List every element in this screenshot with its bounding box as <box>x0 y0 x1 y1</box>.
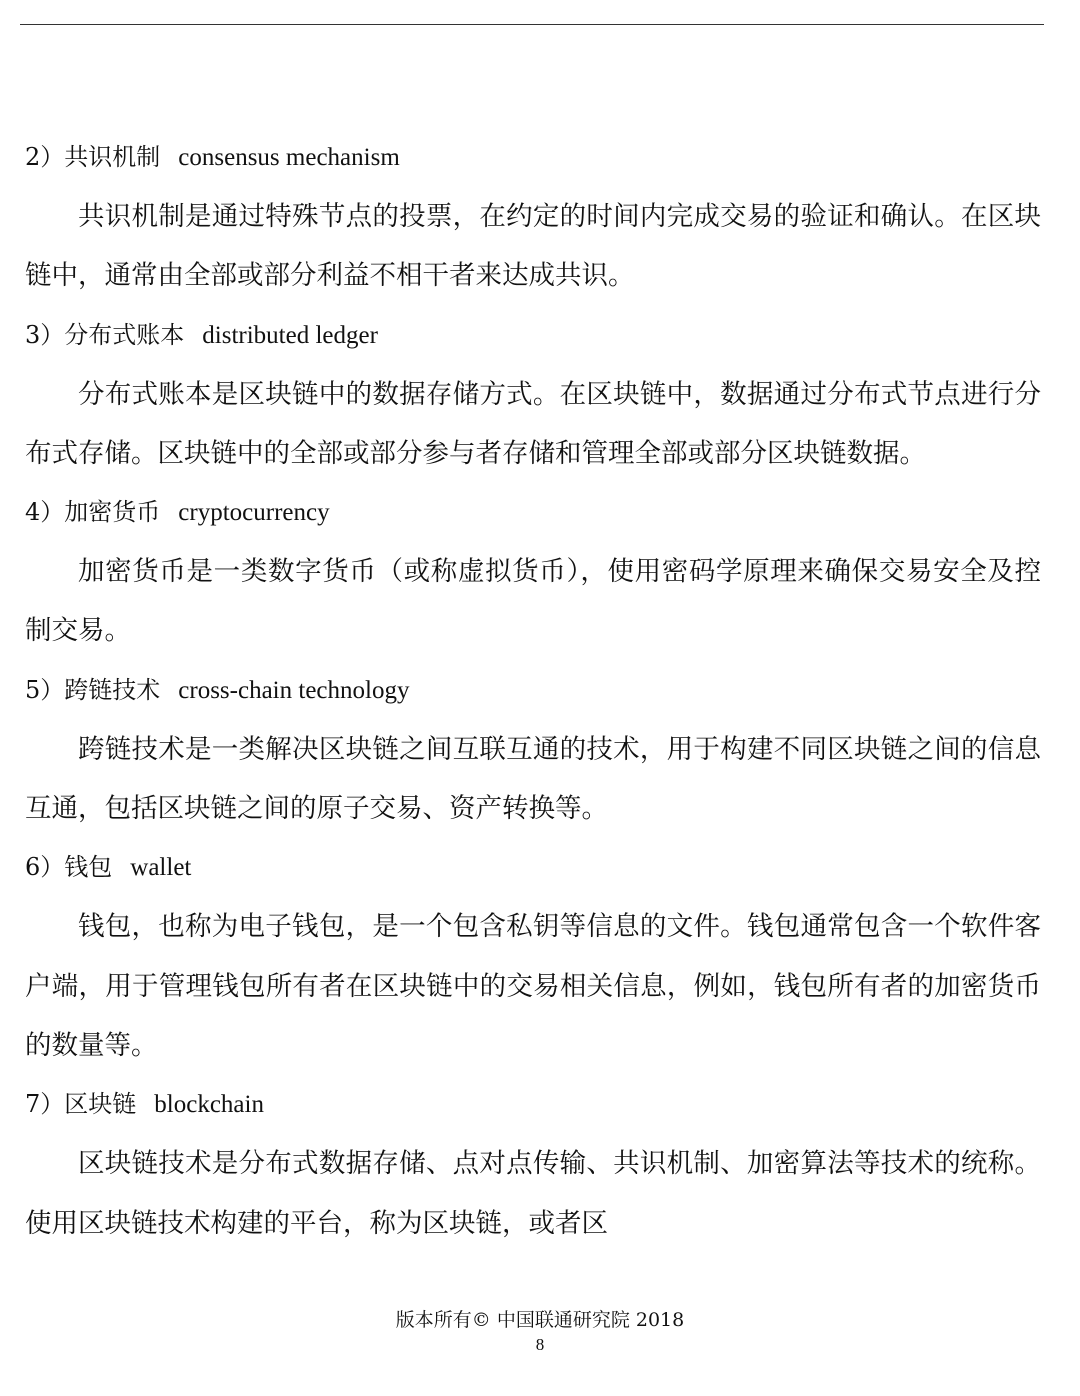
section-heading-cryptocurrency <box>25 483 1041 542</box>
section-title-en: cryptocurrency <box>178 499 330 527</box>
section-title-zh: 钱包 <box>64 853 113 882</box>
section-body-ledger: 分布式账本是区块链中的数据存储方式。在区块链中，数据通过分布式节点进行分布式存储。区块链中的全部或部分参与者存储和管理全部或部分区块链数据。 <box>25 378 1041 469</box>
section-body-cryptocurrency: 加密货币是一类数字货币（或称虚拟货币），使用密码学原理来确保交易安全及控制交易。 <box>25 556 1041 647</box>
section-title-zh: 跨链技术 <box>64 675 161 704</box>
section-heading-consensus <box>25 128 1041 187</box>
section-heading-wallet <box>25 838 1041 897</box>
section-body-cross-chain: 跨链技术是一类解决区块链之间互联互通的技术，用于构建不同区块链之间的信息互通，包括区块链之间的原子交易、资产转换等。 <box>25 733 1041 825</box>
section-title-en: cross-chain technology <box>178 676 410 704</box>
document-body <box>25 128 1041 1253</box>
page-number: 8 <box>535 1335 545 1354</box>
section-number: 5） <box>25 675 65 704</box>
section-title-zh: 共识机制 <box>64 143 161 171</box>
section-body-consensus: 共识机制是通过特殊节点的投票，在约定的时间内完成交易的验证和确认。在区块链中，通常由全部或部分利益不相干者来达成共识。 <box>25 201 1041 292</box>
section-number: 3） <box>25 320 65 349</box>
section-body-wallet: 钱包，也称为电子钱包，是一个包含私钥等信息的文件。钱包通常包含一个软件客户端，用于管理钱包所有者在区块链中的交易相关信息，例如，钱包所有者的加密货币的数量等。 <box>25 911 1041 1061</box>
section-title-zh: 区块链 <box>64 1090 137 1119</box>
section-number: 7） <box>25 1090 65 1119</box>
header-rule <box>20 24 1044 25</box>
section-heading-blockchain <box>25 1075 1041 1134</box>
section-body-blockchain: 区块链技术是分布式数据存储、点对点传输、共识机制、加密算法等技术的统称。使用区块链技术构建的平台，称为区块链，或者区 <box>25 1148 1041 1239</box>
section-title-en: consensus mechanism <box>178 144 400 171</box>
section-title-zh: 分布式账本 <box>64 320 185 349</box>
section-heading-cross-chain <box>25 661 1041 720</box>
section-number: 4） <box>25 498 65 527</box>
section-heading-ledger <box>25 306 1041 365</box>
section-title-zh: 加密货币 <box>64 498 161 527</box>
section-number: 2） <box>25 143 65 171</box>
section-title-en: blockchain <box>154 1091 264 1119</box>
section-title-en: distributed ledger <box>202 321 378 349</box>
section-title-en: wallet <box>130 854 192 882</box>
section-number: 6） <box>25 853 65 882</box>
footer-copyright: 版本所有© 中国联通研究院 2018 <box>395 1309 685 1331</box>
